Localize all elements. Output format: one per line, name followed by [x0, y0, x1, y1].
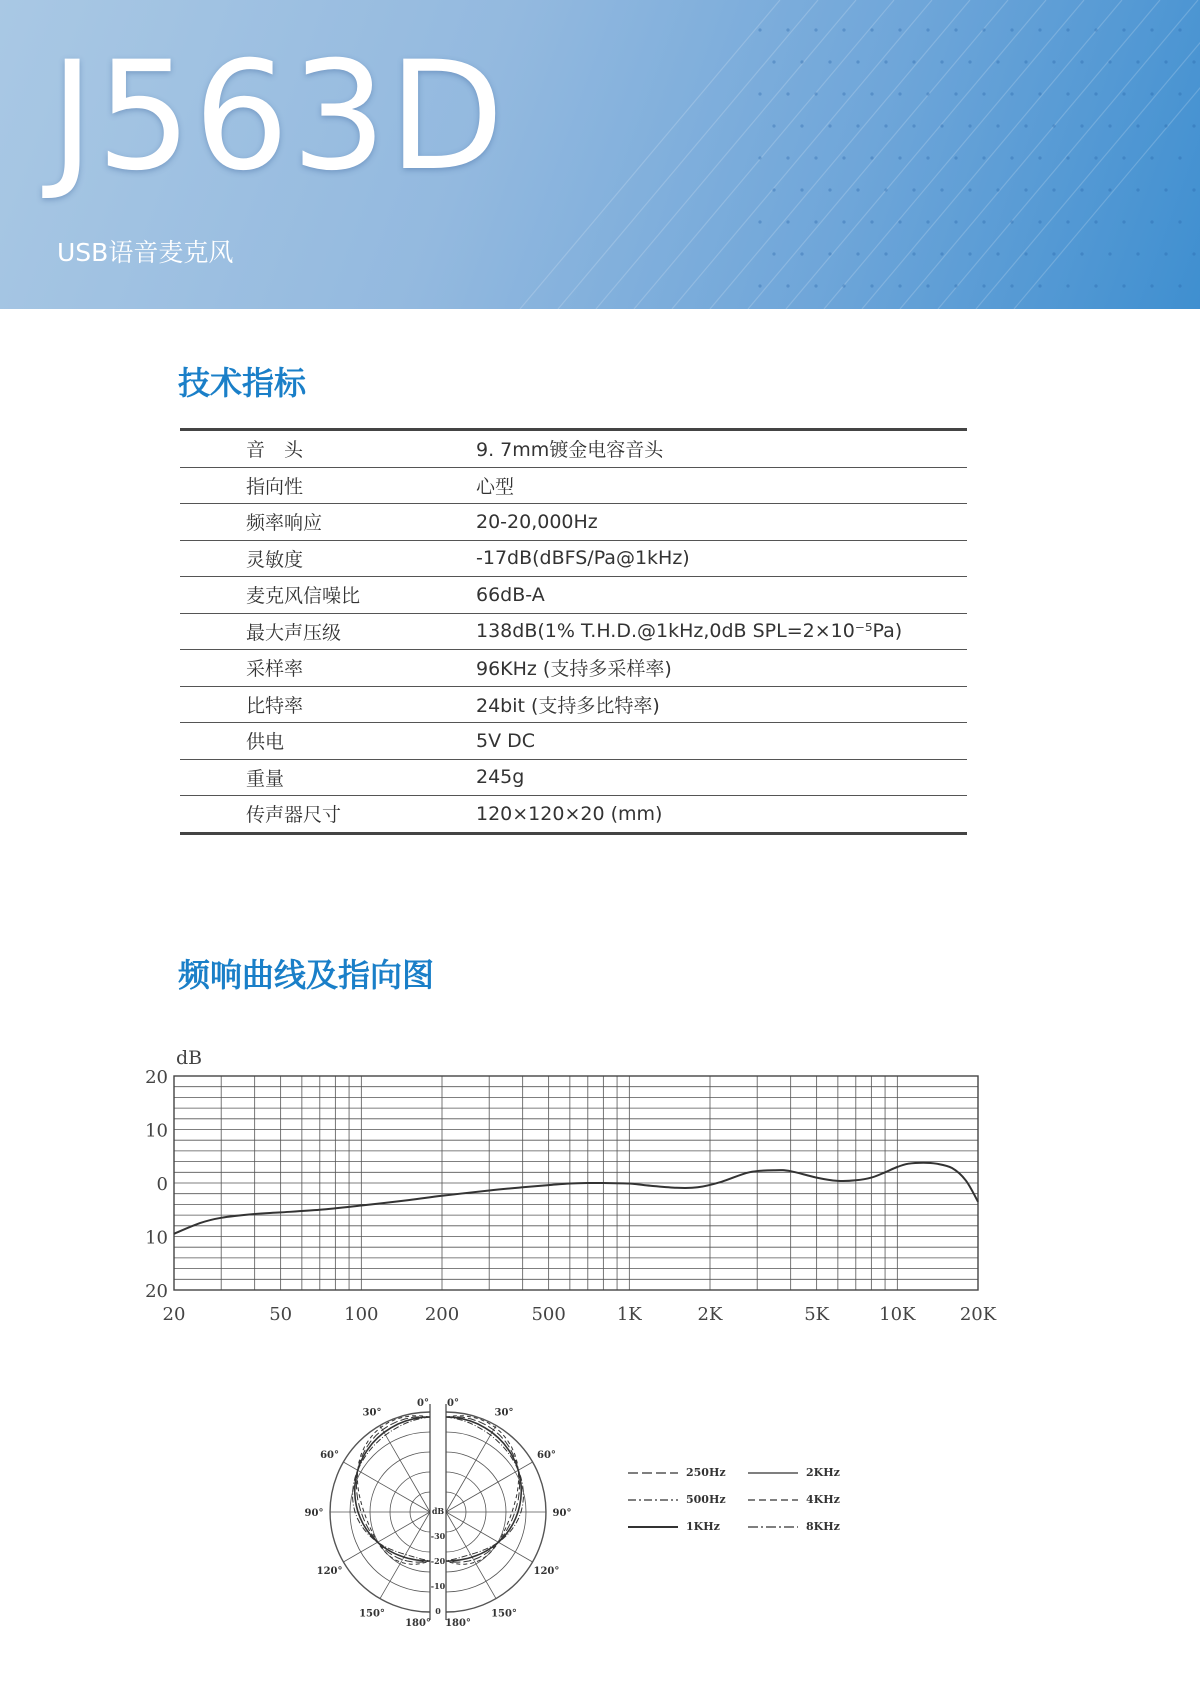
banner-dot: [870, 92, 873, 95]
banner-stripe: [710, 0, 970, 309]
polar-angle-label: 30°: [362, 1407, 382, 1419]
spec-row: [180, 759, 967, 796]
banner-dot: [1122, 220, 1125, 223]
banner-dot: [1136, 252, 1139, 255]
banner-dot: [1094, 284, 1097, 287]
banner-dot: [772, 124, 775, 127]
legend-line-sample: [748, 1522, 798, 1532]
spec-label: 采样率: [180, 650, 476, 687]
banner-stripe: [786, 0, 1046, 309]
banner-dot: [1066, 156, 1069, 159]
banner-dot: [912, 124, 915, 127]
product-model: J563D: [50, 30, 507, 204]
polar-pattern-chart: [304, 1398, 580, 1630]
banner-dot: [1192, 188, 1195, 191]
banner-dot: [1136, 188, 1139, 191]
legend-line-sample: [628, 1495, 678, 1505]
banner-dot: [870, 156, 873, 159]
polar-spoke: [380, 1512, 430, 1599]
banner-dot: [870, 28, 873, 31]
banner-dot: [898, 220, 901, 223]
banner-dot: [996, 124, 999, 127]
curve-section-title: 频响曲线及指向图: [178, 956, 435, 994]
banner-dot: [968, 252, 971, 255]
spec-row: [180, 796, 967, 834]
banner-dot: [1136, 124, 1139, 127]
y-tick-label: 20: [145, 1067, 168, 1088]
polar-legend: [628, 1466, 858, 1556]
banner-dot: [1164, 124, 1167, 127]
banner-stripe: [596, 0, 856, 309]
x-tick-label: 50: [269, 1304, 293, 1325]
spec-value: 245g: [476, 759, 967, 796]
legend-item: [748, 1493, 840, 1506]
polar-angle-label: 60°: [536, 1450, 556, 1461]
banner-dot: [982, 156, 985, 159]
x-tick-label: 20: [162, 1304, 186, 1325]
banner-dot: [954, 28, 957, 31]
banner-dot: [758, 156, 761, 159]
banner-dot: [1080, 252, 1083, 255]
banner-dot: [800, 188, 803, 191]
banner-dot: [772, 60, 775, 63]
spec-label: 最大声压级: [180, 613, 476, 650]
banner-stripe: [672, 0, 932, 309]
polar-pattern-curve: [355, 1417, 430, 1561]
response-curve: [174, 1163, 978, 1234]
banner-dot: [1010, 156, 1013, 159]
spec-label: 传声器尺寸: [246, 804, 342, 827]
spec-value: 心型: [476, 467, 967, 504]
banner-stripe: [976, 0, 1200, 309]
banner-dot: [1024, 188, 1027, 191]
banner-dot: [842, 284, 845, 287]
polar-spoke: [380, 1425, 430, 1512]
banner-dot: [996, 60, 999, 63]
x-tick-label: 200: [424, 1304, 460, 1325]
polar-pattern-curve: [446, 1417, 520, 1562]
banner-dot: [1122, 28, 1125, 31]
spec-row: [180, 467, 967, 504]
banner-dot: [898, 28, 901, 31]
banner-dot: [954, 220, 957, 223]
banner-dot: [1150, 220, 1153, 223]
banner-dot: [912, 252, 915, 255]
polar-pattern-curve: [446, 1416, 519, 1564]
banner-dot: [1164, 188, 1167, 191]
spec-label: 指向性: [180, 467, 476, 504]
banner-stripe: [1014, 0, 1200, 309]
banner-dot: [982, 220, 985, 223]
polar-angle-label: 90°: [552, 1508, 572, 1519]
legend-item: [628, 1466, 726, 1479]
banner-dot: [1052, 252, 1055, 255]
legend-label: 500Hz: [686, 1493, 726, 1506]
spec-label: 供电: [180, 723, 476, 760]
banner-dot: [1122, 156, 1125, 159]
banner-dot: [856, 188, 859, 191]
banner-dot: [814, 92, 817, 95]
spec-label: 音 头: [180, 430, 476, 468]
banner-dot: [1192, 124, 1195, 127]
banner-dot: [898, 284, 901, 287]
legend-item: [628, 1493, 726, 1506]
banner-dot: [842, 156, 845, 159]
banner-dot: [870, 220, 873, 223]
banner-dot: [1178, 92, 1181, 95]
banner-dot: [828, 252, 831, 255]
banner-dot: [842, 92, 845, 95]
spec-row: [180, 650, 967, 687]
banner-dot: [926, 92, 929, 95]
banner-dot: [1038, 28, 1041, 31]
banner-dot: [1024, 124, 1027, 127]
banner-stripe: [748, 0, 1008, 309]
banner-dot: [968, 60, 971, 63]
banner-dot: [814, 156, 817, 159]
banner-stripe: [900, 0, 1160, 309]
spec-label: 重量: [180, 759, 476, 796]
polar-spoke: [446, 1512, 533, 1562]
banner-dot: [758, 220, 761, 223]
banner-dot: [1052, 188, 1055, 191]
banner-dot: [842, 220, 845, 223]
spec-label: 频率响应: [180, 504, 476, 541]
polar-angle-label: 30°: [494, 1407, 514, 1419]
banner-dot: [1080, 188, 1083, 191]
banner-dot: [940, 60, 943, 63]
polar-angle-label: 90°: [304, 1508, 324, 1519]
y-tick-label: 20: [145, 1281, 168, 1302]
polar-pattern-curve: [353, 1417, 430, 1561]
y-tick-label: 0: [156, 1174, 168, 1195]
spec-value: 66dB-A: [476, 577, 967, 614]
banner-dot: [1094, 28, 1097, 31]
banner-dot: [968, 188, 971, 191]
banner-dot: [842, 28, 845, 31]
banner-dot: [1094, 220, 1097, 223]
banner-stripe: [824, 0, 1084, 309]
x-tick-label: 5K: [804, 1304, 830, 1325]
spec-value: 9. 7mm镀金电容音头: [476, 430, 967, 468]
banner-dot: [982, 284, 985, 287]
banner-dot: [814, 220, 817, 223]
x-tick-label: 500: [531, 1304, 566, 1325]
banner-dot: [786, 28, 789, 31]
banner-dot: [800, 124, 803, 127]
banner-dot: [1038, 92, 1041, 95]
banner-dot: [1192, 252, 1195, 255]
frequency-response-chart: [130, 1040, 1000, 1340]
banner-dot: [926, 156, 929, 159]
banner-dot: [996, 252, 999, 255]
spec-value: -17dB(dBFS/Pa@1kHz): [476, 540, 967, 577]
legend-label: 250Hz: [686, 1466, 726, 1479]
banner-dot: [856, 252, 859, 255]
banner-dot: [1108, 252, 1111, 255]
banner-dot: [926, 28, 929, 31]
polar-radial-label: 0: [435, 1606, 441, 1616]
banner-dot: [1108, 124, 1111, 127]
banner-dot: [1066, 284, 1069, 287]
banner-dot: [912, 188, 915, 191]
banner-dot: [1122, 284, 1125, 287]
spec-label: 灵敏度: [180, 540, 476, 577]
banner-dot: [1038, 284, 1041, 287]
banner-dot: [786, 220, 789, 223]
spec-value: 96KHz (支持多采样率): [476, 650, 967, 687]
legend-label: 8KHz: [806, 1520, 840, 1533]
banner-dot: [1052, 60, 1055, 63]
polar-angle-label: 150°: [359, 1608, 385, 1620]
banner-stripe: [938, 0, 1198, 309]
banner-stripe: [558, 0, 818, 309]
banner-dot: [1052, 124, 1055, 127]
banner-dot: [814, 28, 817, 31]
banner-dot: [954, 156, 957, 159]
banner-dot: [1150, 28, 1153, 31]
banner-dot: [1094, 156, 1097, 159]
banner-dot: [912, 60, 915, 63]
spec-value: 20-20,000Hz: [476, 504, 967, 541]
x-tick-label: 10K: [879, 1304, 916, 1325]
banner-dot: [1178, 284, 1181, 287]
polar-angle-label: 150°: [491, 1608, 517, 1620]
banner-dot: [884, 124, 887, 127]
y-axis-label: dB: [176, 1047, 203, 1069]
banner-dot: [1094, 92, 1097, 95]
legend-label: 2KHz: [806, 1466, 840, 1479]
banner-stripe: [520, 0, 780, 309]
x-tick-label: 1K: [616, 1304, 642, 1325]
banner-dot: [898, 156, 901, 159]
banner-dot: [954, 284, 957, 287]
banner-dot: [926, 284, 929, 287]
banner-dot: [828, 60, 831, 63]
banner-dot: [1164, 252, 1167, 255]
legend-line-sample: [748, 1468, 798, 1478]
banner-dot: [828, 124, 831, 127]
spec-value: 120×120×20 (mm): [476, 802, 663, 825]
polar-radial-label: -20: [430, 1556, 446, 1566]
banner-dot: [1024, 60, 1027, 63]
y-tick-label: 10: [145, 1227, 168, 1249]
spec-value: 24bit (支持多比特率): [476, 686, 967, 723]
polar-spoke: [446, 1512, 496, 1599]
banner-dot: [1150, 92, 1153, 95]
spec-label: 比特率: [180, 686, 476, 723]
banner-dot: [856, 60, 859, 63]
banner-stripe: [634, 0, 894, 309]
legend-item: [628, 1520, 720, 1533]
polar-pattern-curve: [446, 1417, 523, 1561]
polar-angle-label: 120°: [316, 1566, 343, 1577]
spec-value: 5V DC: [476, 723, 967, 760]
banner-dot: [996, 188, 999, 191]
banner-dot: [898, 92, 901, 95]
spec-section-title: 技术指标: [178, 364, 307, 402]
polar-spoke: [446, 1425, 496, 1512]
polar-spoke: [343, 1512, 430, 1562]
banner-dot: [1080, 60, 1083, 63]
x-tick-label: 100: [344, 1304, 379, 1325]
banner-dot: [884, 60, 887, 63]
banner-dot: [1066, 28, 1069, 31]
banner-dot: [884, 188, 887, 191]
x-tick-label: 2K: [697, 1304, 723, 1325]
legend-label: 1KHz: [686, 1520, 720, 1533]
x-tick-label: 20K: [959, 1304, 997, 1325]
polar-radial-label: -10: [430, 1581, 446, 1591]
banner-dot: [758, 28, 761, 31]
banner-dot: [856, 124, 859, 127]
spec-row: [180, 686, 967, 723]
legend-line-sample: [628, 1522, 678, 1532]
legend-item: [748, 1466, 840, 1479]
banner-dot: [1010, 28, 1013, 31]
banner-dot: [1010, 284, 1013, 287]
banner-dot: [1080, 124, 1083, 127]
spec-table: [180, 428, 967, 835]
legend-line-sample: [628, 1468, 678, 1478]
banner-dot: [1066, 220, 1069, 223]
banner-dot: [786, 156, 789, 159]
banner-dot: [800, 252, 803, 255]
legend-line-sample: [748, 1495, 798, 1505]
polar-radial-label: -30: [430, 1531, 446, 1541]
banner-dot: [926, 220, 929, 223]
y-tick-label: 10: [145, 1120, 168, 1142]
banner-dot: [954, 92, 957, 95]
polar-pattern-curve: [357, 1416, 430, 1564]
banner-dot: [1150, 156, 1153, 159]
spec-row: [180, 613, 967, 650]
banner-dot: [758, 92, 761, 95]
polar-angle-label: 60°: [320, 1450, 340, 1461]
banner-dot: [940, 252, 943, 255]
banner-dot: [1010, 220, 1013, 223]
polar-angle-label: 180°: [405, 1618, 431, 1629]
banner-dot: [884, 252, 887, 255]
banner-dot: [772, 188, 775, 191]
banner-dot: [1178, 28, 1181, 31]
banner-dot: [982, 28, 985, 31]
spec-row: [180, 723, 967, 760]
banner-dot: [968, 124, 971, 127]
spec-row: [180, 540, 967, 577]
legend-label: 4KHz: [806, 1493, 840, 1506]
banner-dot: [786, 284, 789, 287]
spec-label: 麦克风信噪比: [180, 577, 476, 614]
banner-dot: [1178, 220, 1181, 223]
spec-row: [180, 577, 967, 614]
banner-dot: [870, 284, 873, 287]
banner-dot: [1164, 60, 1167, 63]
banner-dot: [1136, 60, 1139, 63]
banner-dot: [800, 60, 803, 63]
spec-value: 138dB(1% T.H.D.@1kHz,0dB SPL=2×10⁻⁵Pa): [476, 613, 967, 650]
banner-dot: [1038, 156, 1041, 159]
banner-dot: [1122, 92, 1125, 95]
polar-angle-label: 120°: [533, 1566, 560, 1577]
polar-angle-label: 180°: [445, 1618, 471, 1629]
banner-dot: [1150, 284, 1153, 287]
polar-pattern-curve: [446, 1417, 521, 1561]
banner-dot: [772, 252, 775, 255]
banner-dot: [814, 284, 817, 287]
banner-dot: [1024, 252, 1027, 255]
banner-dot: [1192, 60, 1195, 63]
banner-dot: [1066, 92, 1069, 95]
banner-dot: [1178, 156, 1181, 159]
banner-dot: [1108, 188, 1111, 191]
banner-dot: [1038, 220, 1041, 223]
spec-row: [180, 430, 967, 468]
legend-item: [748, 1520, 840, 1533]
product-subtitle: USB语音麦克风: [57, 238, 234, 267]
banner-dot: [940, 188, 943, 191]
polar-radial-label: dB: [431, 1506, 445, 1516]
polar-pattern-curve: [356, 1417, 430, 1562]
banner-dot: [1108, 60, 1111, 63]
banner-dot: [1010, 92, 1013, 95]
polar-angle-label: 0°: [447, 1398, 459, 1409]
banner-dot: [982, 92, 985, 95]
banner-stripe: [862, 0, 1122, 309]
banner-dot: [786, 92, 789, 95]
polar-angle-label: 0°: [417, 1398, 429, 1409]
header-banner: [0, 0, 1200, 309]
spec-row: [180, 504, 967, 541]
banner-dot: [940, 124, 943, 127]
banner-dot: [828, 188, 831, 191]
banner-dot: [758, 284, 761, 287]
